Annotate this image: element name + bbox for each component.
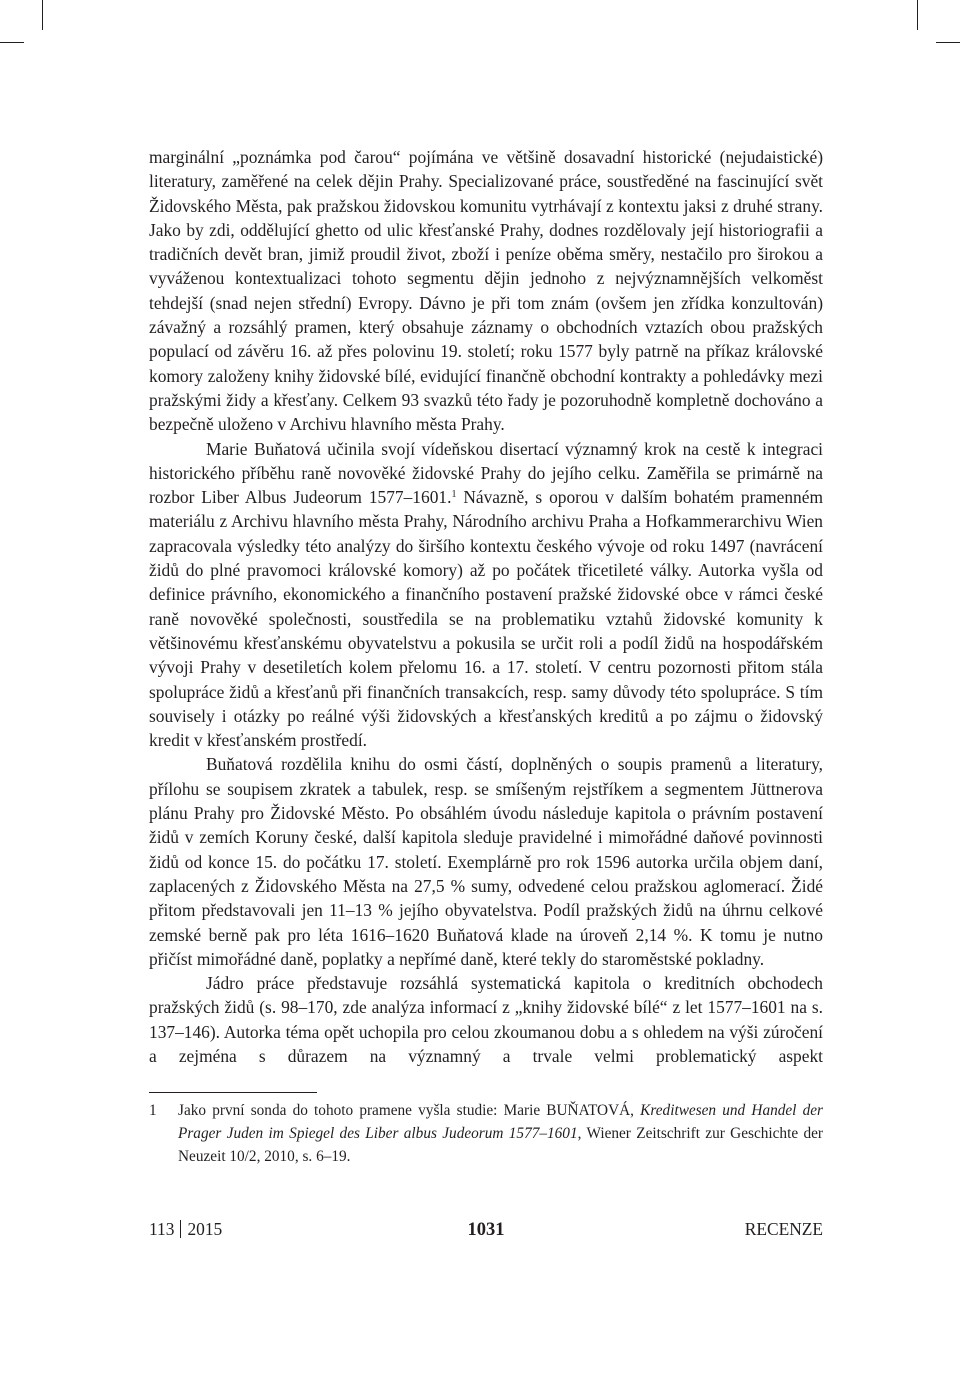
paragraph-3: Buňatová rozdělila knihu do osmi částí, doplněných o soupis pramenů a literatury, přílohu se soupisem zkratek a tabulek, resp. se smíšeným rejstříkem a segmentem Jüttnerova plánu Prahy pro Židovské Město. Po obsáhlém úvodu následuje kapitola o právním postavení židů v zemích Koruny české, další kapitola sleduje pravidelné i mimořádné daňové povinnosti židů od konce 15. do počátku 17. století. Exemplárně pro rok 1596 autorka určila objem daní, zaplacených z Židovského Města na 27,5 % sumy, odvedené celou pražskou aglomerací. Židé přitom představovali jen 11–13 % jejího obyvatelstva. Podíl pražských židů na úhrnu celkové zemské berně pak pro léta 1616–1620 Buňatová klade na úroveň 2,14 %. K tomu je nutno přičíst mimořádné daně, poplatky a nepřímé daně, které tekly do staroměstské pokladny.	[149, 754, 823, 969]
crop-mark-left	[42, 0, 43, 30]
page-footer	[149, 1219, 823, 1249]
footnote	[149, 1099, 823, 1168]
footnote-reference[interactable]: 1	[451, 489, 457, 501]
paragraph-2-continued: Návazně, s oporou v dalším bohatém pramenném materiálu z Archivu hlavního města Prahy, Národního archivu Praha a Hofkammerarchivu Wien zapracovala výsledky této analýzy do širšího kontextu českého vývoje od roku 1497 (navrácení židů do plné pravomoci královské komory) až po počátek třicetileté války. Autorka vyšla od definice právního, ekonomického a finančního postavení pražské židovské obce v rámci české raně novověké společnosti, soustředila se na problematiku vztahů židovské komunity k většinovému křesťanskému obyvatelstvu a pokusila se určit roli a podíl židů na hospodářském vývoji Prahy v desetiletích kolem přelomu 16. a 17. století. V centru pozornosti přitom stála spolupráce židů a křesťanů při finančních transakcích, resp. samy důvody této spolupráce. S tím souvisely i otázky po reálné výši židovských a křesťanských kreditů a po zájmu o židovský kredit v křesťanském prostředí.	[149, 487, 823, 751]
footnote-text-after: , Wiener Zeitschrift zur Geschichte der Neuzeit 10/2, 2010, s. 6–19.	[178, 1125, 823, 1165]
body-text	[149, 145, 823, 1068]
paragraph-4: Jádro práce představuje rozsáhlá systematická kapitola o kreditních obchodech pražských židů (s. 98–170, zde analýza informací z „knihy židovské bílé“ z let 1577–1601 na s. 137–146). Autorka téma opět uchopila pro celou zkoumanou dobu a s ohledem na výši zúročení a zejména s důrazem na významný a trvale velmi problematický aspekt	[149, 973, 823, 1066]
paragraph-1: marginální „poznámka pod čarou“ pojímána ve většině dosavadní historické (nejudaistické) literatury, zaměřené na celek dějin Prahy. Specializované práce, soustředěné na fascinující svět Židovského Města, pak pražskou židovskou komunitu vytrhávají z kontextu jaksi z druhé strany. Jako by zdi, oddělující ghetto od ulic křesťanské Prahy, dodnes rozdělovaly její historiografii a tradičních devět bran, jimiž proudil život, zboží i peníze oběma směry, nestačilo pro širokou a vyváženou kontextualizaci tohoto segmentu dějin jednoho z nejvýznamnějších velkoměst tehdejší (snad nejen střední) Evropy. Dávno je při tom znám (ovšem jen zřídka konzultován) závažný a rozsáhlý pramen, který obsahuje záznamy o obchodních vztazích obou pražských populací od závěru 16. až přes polovinu 19. století; roku 1577 byly patrně na příkaz královské komory založeny knihy židovské bílé, evidující finančně obchodní kontrakty a pohledávky mezi pražskými židy a křesťany. Celkem 93 svazků této řady je pozoruhodně kompletně dochováno a bezpečně uloženo v Archivu hlavního města Prahy.	[149, 147, 823, 435]
crop-mark-left-horizontal	[0, 42, 24, 43]
footnote-title: Kreditwesen und Handel der Prager Juden im Spiegel des Liber albus Judeorum 1577–1601	[178, 1102, 823, 1142]
section-label: RECENZE	[744, 1219, 823, 1239]
page-number: 1031	[467, 1220, 505, 1240]
volume-number: 113	[149, 1219, 175, 1239]
footnote-text-before: Jako první sonda do tohoto pramene vyšla studie: Marie BUŇATOVÁ,	[178, 1102, 641, 1119]
footer-separator	[180, 1220, 181, 1238]
crop-mark-right	[917, 0, 918, 30]
paragraph-2-start: Marie Buňatová učinila svojí vídeňskou disertací významný krok na cestě k integraci historického příběhu raně novověké židovské Prahy do jejího celku. Zaměřila se primárně na rozbor Liber Albus Judeorum 1577–1601.	[149, 438, 823, 508]
paragraph-2	[149, 437, 823, 753]
footnote-number: 1	[149, 1102, 157, 1119]
journal-issue	[149, 1219, 222, 1240]
issue-year: 2015	[187, 1219, 223, 1239]
footnote-divider	[149, 1092, 317, 1093]
footnote-text	[178, 1099, 823, 1168]
crop-mark-right-horizontal	[936, 42, 960, 43]
